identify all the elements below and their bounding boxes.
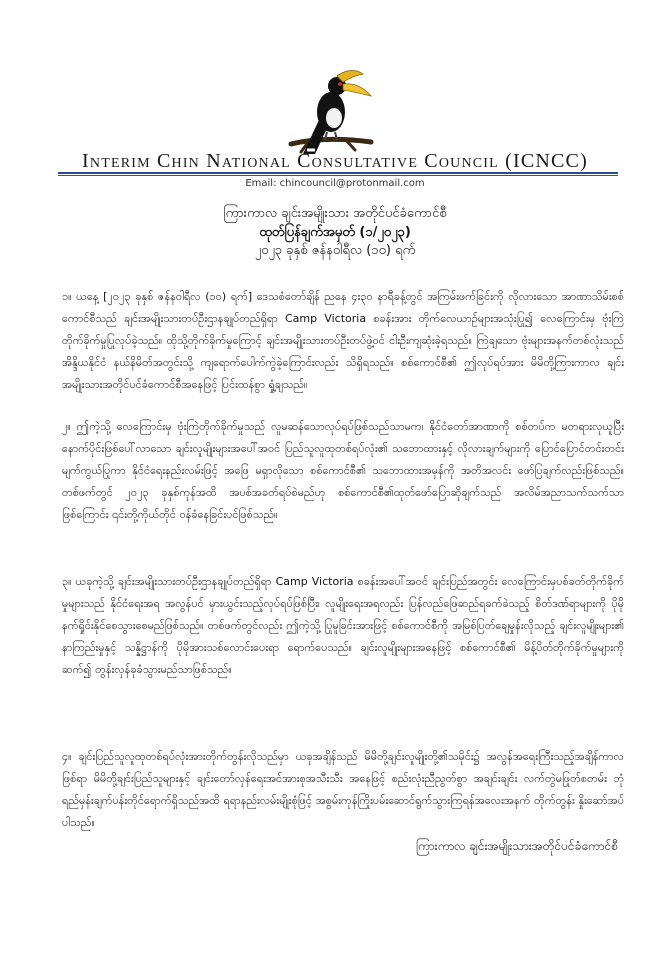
org-name: Interim Chin National Consultative Council (ICNCC) [82,150,588,172]
paragraph-1: ၁။ ယနေ့ [၂၀၂၃ ခုနှစ် ဇန်နဝါရီလ (၁၀) ရက်] ဒေသစံတော်ချိန် ညနေ ၄း၃၀ နာရီခန့်တွင် အကြမ်းဖက်ခြင်းကို လိုလားသော အာဏာသိမ်းစစ်ကောင်စီသည် ချင်းအမျိုးသားတပ်ဦးဌာနချုပ်တည်ရှိရာ Camp Victoria စခန်းအား တိုက်လေယာဉ်များအသုံးပြု၍ လေကြောင်းမှ ဗုံးကြဲတိုက်ခိုက်မှုပြုလုပ်ခဲ့သည်။ ထိုသို့တိုက်ခိုက်မှုကြောင့် ချင်းအမျိုးသားတပ်ဦးတပ်ဖွဲ့ဝင် ငါးဦးကျဆုံးခဲ့ရသည်။ ကြဲချသော ဗုံးများအနက်တစ်လုံးသည် အိန္ဒိယနိုင်ငံ နယ်နိမိတ်အတွင်းသို့ ကျရောက်ပေါက်ကွဲခဲ့ကြောင်းလည်း သိရှိရသည်။ စစ်ကောင်စီ၏ ဤလုပ်ရပ်အား မိမိတို့ကြားကာလ ချင်းအမျိုးသားအတိုင်ပင်ခံကောင်စီအနေဖြင့် ပြင်းထန်စွာ ရှုံ့ချသည်။ [62,290,624,391]
statement-date: ၂၀၂၃ ခုနှစ် ဇန်နဝါရီလ (၁၀) ရက် [254,243,416,258]
paragraph-3: ၃။ ယခုကဲ့သို့ ချင်းအမျိုးသားတပ်ဦးဌာနချုပ်တည်ရှိရာ Camp Victoria စခန်းအပေါ်အဝင် ချင်းပြည်အတွင်း လေကြောင်းမှပစ်ခတ်တိုက်ခိုက်မှုများသည် နိုင်ငံရေးအရ အလွန်ပင် မှားယွင်းသည့်လုပ်ရပ်ဖြစ်ပြီး၊ လူမျိုးရေးအရလည်း ပြန်လည်ဖြေဆည်ရခက်ခဲသည့် စိတ်ဒဏ်ရာများကို ပိုမိုနက်ရှိုင်းနိုင်စေသွားစေမည်ဖြစ်သည်။ တစ်ဖက်တွင်လည်း ဤကဲ့သို့ ပြုမူခြင်းအားဖြင့် စစ်ကောင်စီကို အမြစ်ပြတ်ချေမှုန်းလိုသည့် ချင်းလူမျိုးများ၏ နာကြည်းမှုနှင့် သန္နိဋ္ဌာန်ကို ပိုမိုအားသစ်လောင်းပေးရာ ရောက်ပေသည်။ ချင်းလူမျိုးများအနေဖြင့် စစ်ကောင်စီ၏ မိန့်ပိတ်တိုက်ခိုက်မှုများကို ဆက်၍ တွန်းလှန်ခုခံသွားမည်သာဖြစ်သည်။ [62,575,624,676]
email-line: Email: chincouncil@protonmail.com [245,178,425,189]
paragraph-4: ၄။ ချင်းပြည်သူလူထုတစ်ရပ်လုံးအားတိုက်တွန်းလိုသည်မှာ ယခုအချိန်သည် မိမိတို့ချင်းလူမျိုးတို့၏သမိုင်း၌ အလွန်အရေးကြီးသည့်အချိန်ကာလဖြစ်ရာ မိမိတို့ချင်းပြည်သူများနှင့် ချင်းတော်လှန်ရေးအင်အားစုအသီးသီး အနေဖြင့် စည်းလုံးညီညွတ်စွာ အချင်းချင်း လက်တွဲမဖြုတ်စတမ်း ဘုံရည်မှန်းချက်ပန်းတိုင်ရောက်ရှိသည်အထိ ရရာနည်းလမ်းမျိုးစုံဖြင့် အစွမ်းကုန်ကြိုးပမ်းဆောင်ရွက်သွားကြရန်အလေးအနက် တိုက်တွန်း နှိုးဆော်အပ်ပါသည်။ [62,750,624,829]
header-rule-red [58,175,618,176]
signature: ကြားကာလ ချင်းအမျိုးသားအတိုင်ပင်ခံကောင်စီ [415,839,618,853]
paragraph-2: ၂။ ဤကဲ့သို့ လေကြောင်းမှ ဗုံးကြဲတိုက်ခိုက်မှုသည် လူမဆန်သောလုပ်ရပ်ဖြစ်သည်သာမက၊ နိုင်ငံတော်အာဏာကို စစ်တပ်က မတရားလုယူပြီးနောက်ပိုင်းဖြစ်ပေါ်လာသော ချင်းလူမျိုးများအပေါ်အဝင် ပြည်သူလူထုတစ်ရပ်လုံး၏ သဘောထားနှင့် လိုလားချက်များကို ပြောင်ပြောင်တင်းတင်း မျက်ကွယ်ပြုကာ နိုင်ငံရေးနည်းလမ်းဖြင့် အဖြေ မရှာလိုသော စစ်ကောင်စီ၏ သဘောထားအမှန်ကို အတိအလင်း ဖော်ပြချက်လည်းဖြစ်သည်။ တစ်ဖက်တွင် ၂၀၂၃ ခုနှစ်ကုန်အထိ အပစ်အခတ်ရပ်စဲမည်ဟု စစ်ကောင်စီ၏ထုတ်ဖော်ပြောဆိုချက်သည် အလိမ်အညာသက်သက်သာဖြစ်ကြောင်း ၎င်းတို့ကိုယ်တိုင် ဝန်ခံနေခြင်းပင်ဖြစ်သည်။ [62,420,624,521]
header-rule-blue [58,172,618,174]
hornbill-logo-icon [285,62,377,158]
heading-org-line: ကြားကာလ ချင်းအမျိုးသား အတိုင်ပင်ခံကောင်စီ [223,206,447,221]
statement-number: ထုတ်ပြန်ချက်အမှတ် (၁/၂၀၂၃) [259,225,411,240]
